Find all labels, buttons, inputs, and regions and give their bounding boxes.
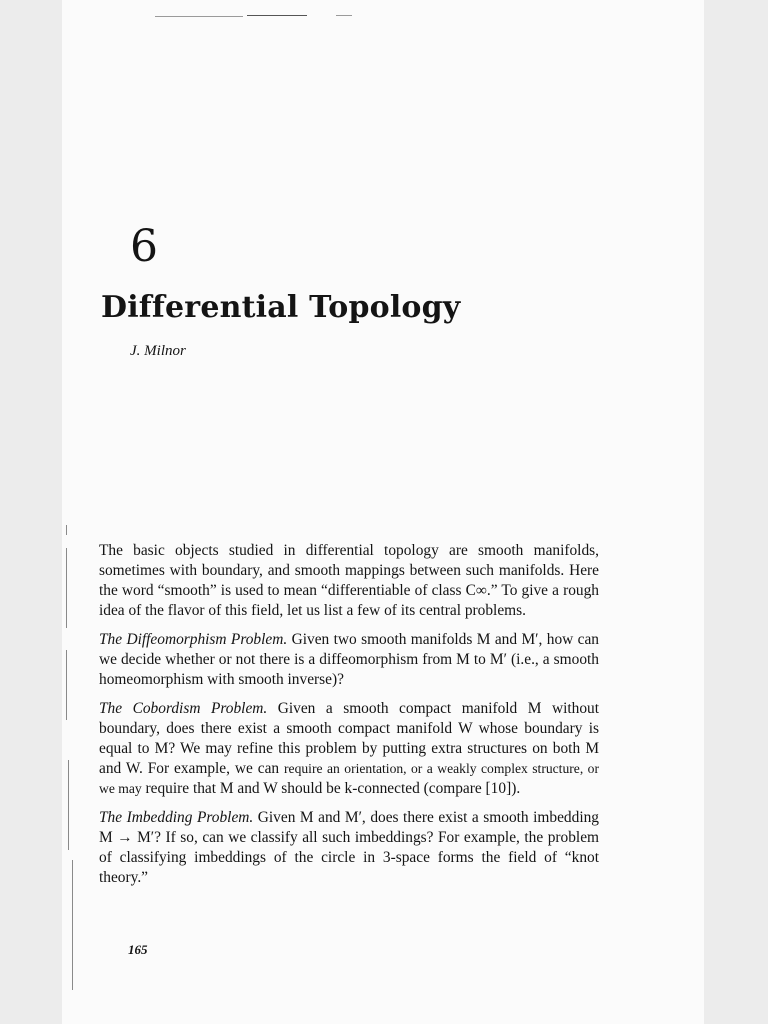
cobordism-heading: The Cobordism Problem. xyxy=(99,700,268,717)
margin-artifact-line xyxy=(66,650,67,720)
diffeomorphism-heading: The Diffeomorphism Problem. xyxy=(99,631,288,648)
chapter-number: 6 xyxy=(130,221,158,272)
margin-artifact-line xyxy=(72,860,73,990)
chapter-author: J. Milnor xyxy=(130,343,186,359)
margin-artifact-line xyxy=(66,548,67,628)
imbedding-heading: The Imbedding Problem. xyxy=(99,809,254,826)
scan-artifact-line xyxy=(247,15,307,16)
imbedding-text: Given M and M′, does there exist a smooth imbedding M → M′? If so, can we classify all such imbeddings? For example, the problem of classifying imbeddings of the circle in 3-space forms the field of “knot theory.” xyxy=(99,809,599,886)
intro-paragraph: The basic objects studied in differential topology are smooth manifolds, sometimes with boundary, and smooth mappings between such manifolds. Here the word “smooth” is used to mean “differentiable of class C∞.” To give a rough idea of the flavor of this field, let us list a few of its central problems. xyxy=(99,542,599,619)
scan-artifact-line xyxy=(155,16,243,17)
margin-artifact-line xyxy=(66,525,67,535)
body-text xyxy=(99,541,599,897)
margin-artifact-line xyxy=(68,760,69,850)
cobordism-small-text: require an orientation, or a weakly complex structure, or we may xyxy=(99,761,600,796)
cobordism-text: Given a smooth compact manifold M without boundary, does there exist a smooth compact manifold W whose boundary is equal to M? We may refine this problem by putting extra structures on both M and W. For example, we can xyxy=(99,700,599,777)
scan-artifact-line xyxy=(336,15,352,16)
diffeomorphism-paragraph xyxy=(99,630,599,690)
chapter-title: Differential Topology xyxy=(101,290,461,325)
diffeomorphism-text: Given two smooth manifolds M and M′, how can we decide whether or not there is a diffeomorphism from M to M′ (i.e., a smooth homeomorphism with smooth inverse)? xyxy=(99,631,599,688)
page-number: 165 xyxy=(128,942,148,957)
imbedding-paragraph xyxy=(99,808,599,888)
cobordism-paragraph xyxy=(99,699,599,799)
cobordism-end-text: require that M and W should be k-connected (compare [10]). xyxy=(145,780,521,797)
